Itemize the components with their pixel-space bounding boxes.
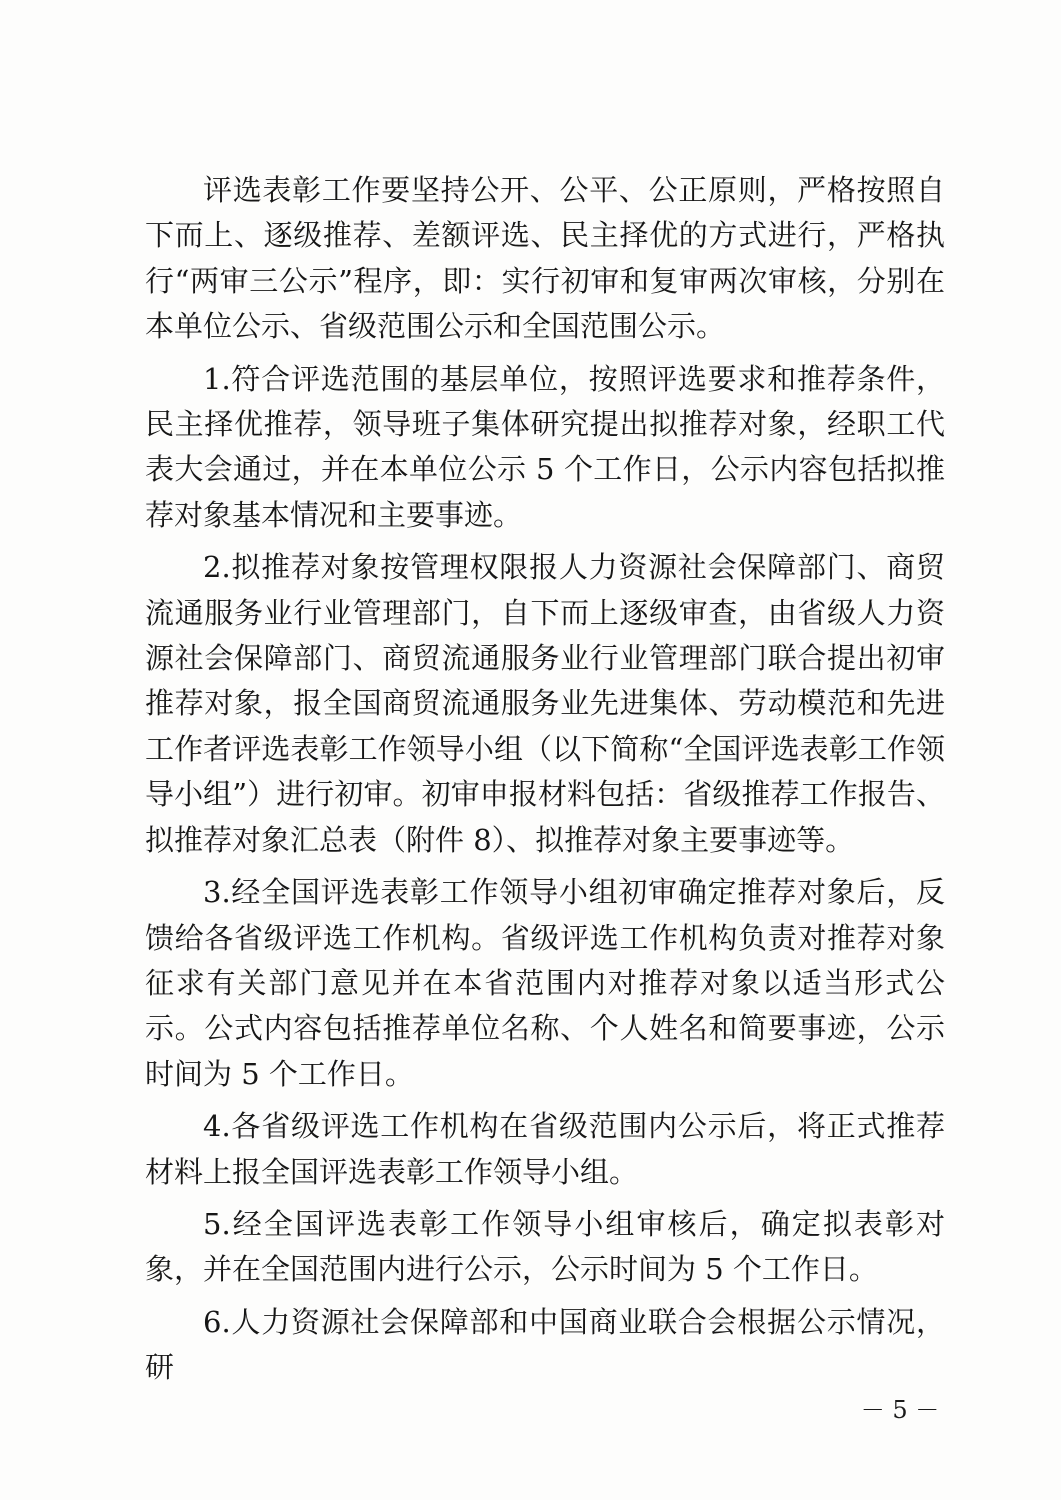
- paragraph-step-3: 3.经全国评选表彰工作领导小组初审确定推荐对象后，反馈给各省级评选工作机构。省级评选工作机构负责对推荐对象征求有关部门意见并在本省范围内对推荐对象以适当形式公示。公式内容包括推荐单位名称、个人姓名和简要事迹，公示时间为 5 个工作日。: [145, 875, 945, 1091]
- paragraph-principles: 评选表彰工作要坚持公开、公平、公正原则，严格按照自下而上、逐级推荐、差额评选、民主择优的方式进行，严格执行“两审三公示”程序，即：实行初审和复审两次审核，分别在本单位公示、省级范围公示和全国范围公示。: [145, 173, 945, 344]
- paragraph-step-2: 2.拟推荐对象按管理权限报人力资源社会保障部门、商贸流通服务业行业管理部门，自下而上逐级审查，由省级人力资源社会保障部门、商贸流通服务业行业管理部门联合提出初审推荐对象，报全国商贸流通服务业先进集体、劳动模范和先进工作者评选表彰工作领导小组（以下简称“全国评选表彰工作领导小组”）进行初审。初审申报材料包括：省级推荐工作报告、拟推荐对象汇总表（附件 8）、拟推荐对象主要事迹等。: [145, 550, 945, 857]
- paragraph-step-1: 1.符合评选范围的基层单位，按照评选要求和推荐条件，民主择优推荐，领导班子集体研究提出拟推荐对象，经职工代表大会通过，并在本单位公示 5 个工作日，公示内容包括拟推荐对象基本情况和主要事迹。: [145, 361, 945, 532]
- paragraph-step-5: 5.经全国评选表彰工作领导小组审核后，确定拟表彰对象，并在全国范围内进行公示，公示时间为 5 个工作日。: [145, 1206, 945, 1287]
- paragraph-step-4: 4.各省级评选工作机构在省级范围内公示后，将正式推荐材料上报全国评选表彰工作领导小组。: [145, 1109, 945, 1189]
- document-body: [145, 168, 945, 1398]
- paragraph-step-6: 6.人力资源社会保障部和中国商业联合会根据公示情况，研: [145, 1304, 945, 1385]
- page-number: － 5 －: [860, 1396, 940, 1424]
